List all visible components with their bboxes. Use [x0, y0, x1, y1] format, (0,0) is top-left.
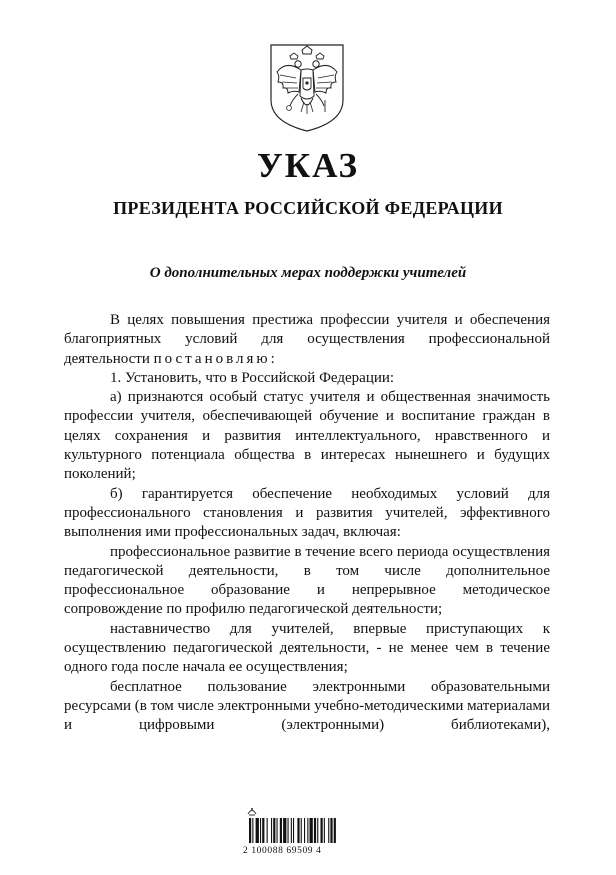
barcode-stripe: [304, 818, 305, 843]
barcode-stripe: [293, 818, 294, 843]
intro-text: В целях повышения престижа профессии учителя и обеспечения благоприятных условий для осуществления профессиональной деятельности: [64, 312, 550, 367]
decree-body: [64, 311, 550, 736]
item-b-mentoring: наставничество для учителей, впервые приступающих к осуществлению педагогической деятельности, - не менее чем в течение одного года после начала ее осуществления;: [64, 620, 550, 676]
barcode-stripe: [314, 818, 316, 843]
barcode-stripe: [271, 818, 272, 843]
intro-paragraph: [64, 311, 550, 369]
barcode-stripe: [249, 818, 251, 843]
barcode-stripe: [252, 818, 253, 843]
intro-end: :: [270, 350, 275, 367]
barcode-stripe: [330, 818, 332, 843]
item-b-free-resources: бесплатное пользование электронными образовательными ресурсами (в том числе электронными учебно-методическими материалами и цифровыми (электронными) библиотеками),: [64, 678, 550, 734]
barcode-stripe: [256, 818, 259, 843]
document-subtitle: ПРЕЗИДЕНТА РОССИЙСКОЙ ФЕДЕРАЦИИ: [113, 198, 503, 218]
barcode-stripe: [297, 818, 299, 843]
barcode-stripe: [307, 818, 308, 843]
barcode-stripe: [283, 818, 286, 843]
document-title: УКАЗ: [257, 146, 359, 185]
barcode-stripe: [280, 818, 282, 843]
russian-coat-of-arms-icon: [268, 42, 346, 134]
barcode-stripe: [301, 818, 302, 843]
item-a: а) признаются особый статус учителя и общественная значимость профессии учителя, обеспечивающей обучение и воспитание граждан в целях сохранения и развития интеллектуального, нравственного и культурного потенциала общества в интересах нынешнего и будущих поколений;: [64, 389, 550, 483]
item-b: б) гарантируется обеспечение необходимых условий для профессионального становления и развития учителей, эффективного выполнения ими профессиональных задач, включая:: [64, 485, 550, 541]
barcode-block: [243, 818, 373, 858]
barcode-number: 2 100088 69509 4: [243, 846, 322, 856]
printer-mark-icon: [246, 804, 258, 816]
item-1: 1. Установить, что в Российской Федерации:: [110, 369, 395, 386]
barcode-stripe: [324, 818, 325, 843]
barcode-stripe: [334, 818, 336, 843]
barcode-icon: [249, 818, 367, 843]
barcode-stripe: [267, 818, 268, 843]
barcode-stripe: [273, 818, 275, 843]
barcode-stripe: [262, 818, 264, 843]
barcode-stripe: [317, 818, 318, 843]
item-b-professional-development: профессиональное развитие в течение всего периода осуществления педагогической деятельности, в том числе дополнительное профессиональное образование и непрерывное методическое сопровождение по профилю педагогической деятельности;: [64, 543, 550, 618]
barcode-stripe: [260, 818, 261, 843]
barcode-stripe: [277, 818, 278, 843]
barcode-stripe: [310, 818, 313, 843]
barcode-stripe: [288, 818, 289, 843]
decree-heading: О дополнительных мерах поддержки учителей: [149, 265, 467, 281]
barcode-stripe: [291, 818, 292, 843]
barcode-stripe: [321, 818, 323, 843]
intro-decree-word: постановляю: [153, 350, 271, 367]
barcode-stripe: [328, 818, 329, 843]
